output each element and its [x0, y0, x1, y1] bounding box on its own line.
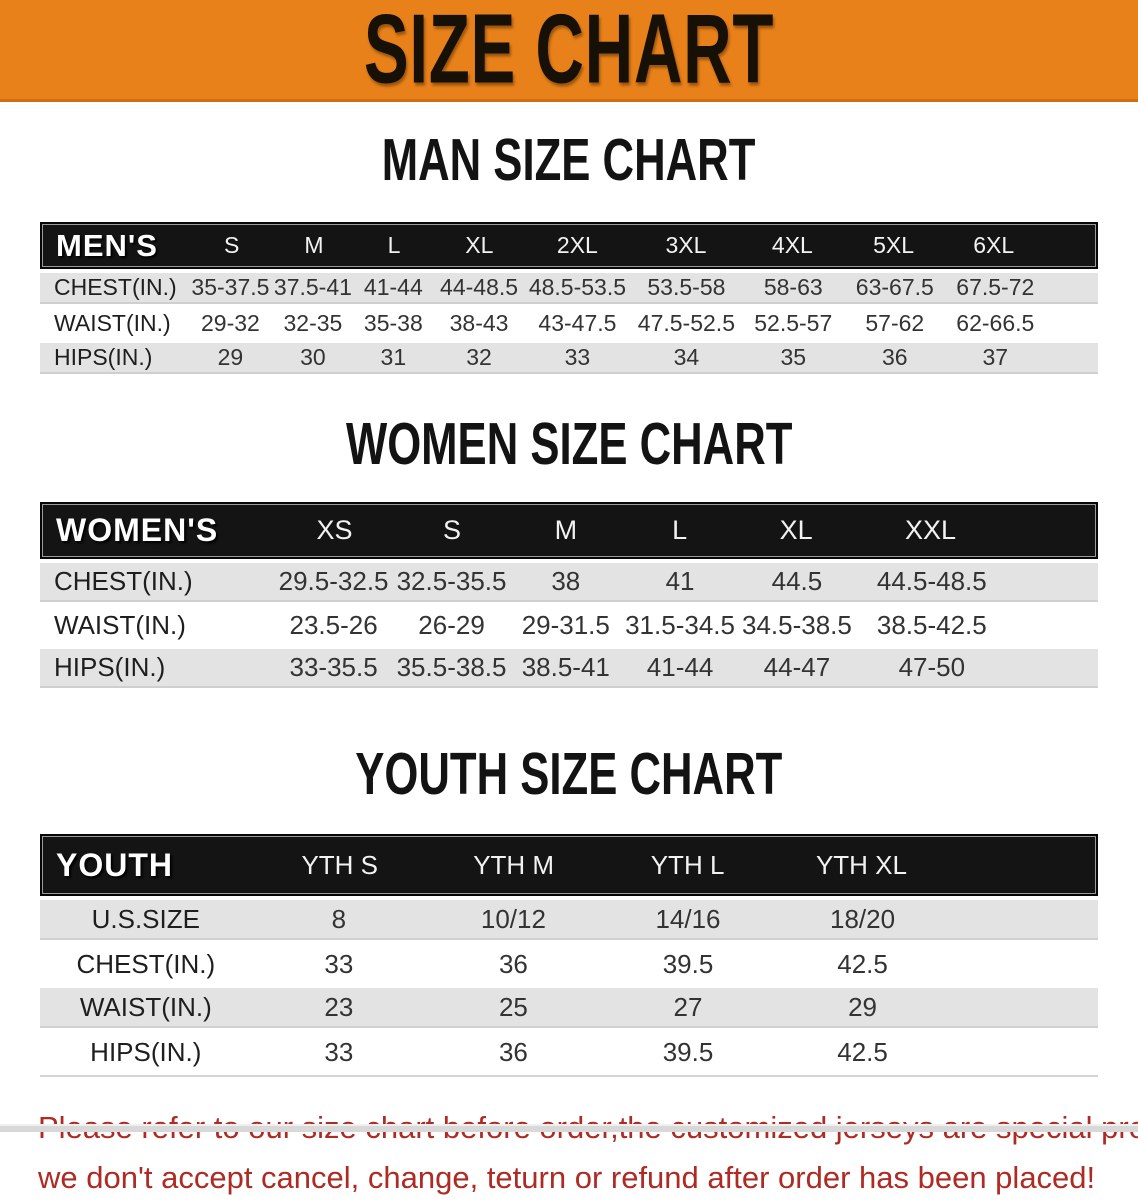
size-value: 33	[564, 344, 591, 370]
size-value: 14/16	[655, 903, 721, 934]
size-value: 41	[665, 566, 695, 596]
size-value: 41-44	[363, 274, 423, 300]
men-col-header-2xl: 2XL	[556, 232, 598, 258]
youth-corner-label: YOUTH	[56, 846, 173, 883]
men-corner-label: MEN'S	[56, 227, 158, 263]
women-waist-row	[40, 606, 1098, 645]
size-value: 26-29	[418, 610, 485, 640]
size-value: 35	[780, 344, 807, 370]
size-value: 38	[551, 566, 581, 596]
women-col-header-m: M	[554, 515, 578, 545]
youth-table-header-row	[40, 834, 1098, 896]
size-value: 52.5-57	[754, 310, 833, 336]
women-hips-row	[40, 649, 1098, 688]
size-value: 29-31.5	[521, 610, 610, 640]
size-value: 62-66.5	[956, 310, 1035, 336]
men-col-header-3xl: 3XL	[665, 232, 707, 258]
size-value: 35-37.5	[191, 274, 270, 300]
row-label: U.S.SIZE	[91, 903, 200, 934]
men-col-header-5xl: 5XL	[873, 232, 915, 258]
size-value: 29-32	[201, 310, 260, 336]
size-value: 44.5-48.5	[876, 566, 987, 596]
size-value: 35-38	[363, 310, 423, 336]
size-value: 31	[380, 344, 407, 370]
size-value: 29.5-32.5	[278, 566, 389, 596]
women-col-header-xs: XS	[316, 515, 353, 545]
row-label: WAIST(IN.)	[79, 991, 212, 1022]
youth-section-heading-text: YOUTH SIZE CHART	[355, 740, 783, 807]
man-section-heading-text: MAN SIZE CHART	[382, 126, 756, 193]
men-col-header-4xl: 4XL	[771, 232, 813, 258]
size-value: 38.5-41	[521, 652, 610, 682]
men-col-header-s: S	[224, 232, 240, 258]
size-value: 37.5-41	[273, 274, 352, 300]
youth-table-bottom-rule	[40, 1075, 1098, 1077]
size-value: 32.5-35.5	[396, 566, 507, 596]
size-value: 23.5-26	[289, 610, 378, 640]
size-value: 58-63	[763, 274, 823, 300]
row-label: CHEST(IN.)	[54, 274, 177, 300]
size-value: 47-50	[898, 652, 966, 682]
size-value: 38.5-42.5	[876, 610, 987, 640]
youth-waist-row	[40, 988, 1098, 1028]
size-value: 42.5	[837, 948, 888, 979]
bottom-edge-strip	[0, 1124, 1138, 1132]
men-col-header-xl: XL	[465, 232, 494, 258]
men-col-header-m: M	[304, 232, 324, 258]
size-value: 39.5	[662, 948, 714, 979]
size-value: 36	[498, 1036, 528, 1067]
women-col-header-s: S	[442, 515, 461, 545]
youth-col-header-s: YTH S	[301, 849, 379, 880]
women-table-header-row	[40, 502, 1098, 559]
size-value: 67.5-72	[956, 274, 1035, 300]
size-value: 25	[498, 991, 528, 1022]
size-value: 30	[300, 344, 326, 370]
men-col-header-l: L	[387, 232, 401, 258]
row-label: WAIST(IN.)	[54, 610, 186, 640]
women-col-header-l: L	[672, 515, 688, 545]
size-value: 35.5-38.5	[396, 652, 507, 682]
women-size-table	[40, 502, 1098, 688]
size-chart-banner	[0, 0, 1138, 102]
size-value: 31.5-34.5	[625, 610, 735, 640]
men-size-table	[40, 222, 1098, 374]
women-section-heading-text: WOMEN SIZE CHART	[345, 410, 793, 477]
size-value: 42.5	[837, 1036, 888, 1067]
size-value: 33-35.5	[289, 652, 378, 682]
size-value: 34.5-38.5	[741, 610, 852, 640]
size-value: 37	[982, 344, 1009, 370]
size-value: 18/20	[830, 903, 896, 934]
women-col-header-xxl: XXL	[904, 515, 956, 545]
size-value: 29	[848, 991, 878, 1022]
row-label: WAIST(IN.)	[54, 310, 171, 336]
size-value: 53.5-58	[647, 274, 726, 300]
row-label: CHEST(IN.)	[76, 948, 216, 979]
youth-ussize-row	[40, 900, 1098, 940]
banner-title: SIZE CHART	[363, 0, 775, 104]
size-value: 34	[673, 344, 700, 370]
youth-size-table	[40, 834, 1098, 1077]
size-value: 38-43	[449, 310, 509, 336]
size-value: 48.5-53.5	[528, 274, 627, 300]
size-value: 10/12	[480, 903, 546, 934]
size-value: 44-47	[763, 652, 831, 682]
size-value: 33	[324, 948, 354, 979]
size-value: 33	[324, 1036, 354, 1067]
women-corner-label: WOMEN'S	[56, 512, 219, 548]
youth-chest-row	[40, 944, 1098, 984]
youth-col-header-m: YTH M	[473, 849, 555, 880]
size-value: 39.5	[662, 1036, 714, 1067]
youth-section-heading	[0, 740, 1138, 807]
size-value: 8	[331, 903, 347, 934]
men-table-header-row	[40, 222, 1098, 269]
size-value: 44.5	[771, 566, 823, 596]
youth-col-header-l: YTH L	[650, 849, 725, 880]
size-value: 36	[882, 344, 908, 370]
women-chest-row	[40, 563, 1098, 602]
size-value: 43-47.5	[538, 310, 617, 336]
youth-hips-row	[40, 1032, 1098, 1072]
size-value: 29	[217, 344, 244, 370]
size-value: 27	[673, 991, 703, 1022]
row-label: CHEST(IN.)	[54, 566, 193, 596]
size-value: 41-44	[646, 652, 714, 682]
men-col-header-6xl: 6XL	[973, 232, 1015, 258]
size-value: 57-62	[865, 310, 925, 336]
size-value: 36	[498, 948, 528, 979]
disclaimer	[38, 1103, 1108, 1203]
men-waist-row	[40, 308, 1098, 339]
women-col-header-xl: XL	[779, 515, 813, 545]
women-section-heading	[0, 410, 1138, 477]
size-value: 32-35	[283, 310, 343, 336]
size-value: 32	[466, 344, 492, 370]
men-chest-row	[40, 273, 1098, 304]
row-label: HIPS(IN.)	[54, 344, 153, 370]
size-value: 44-48.5	[440, 274, 519, 300]
row-label: HIPS(IN.)	[54, 652, 166, 682]
size-value: 63-67.5	[855, 274, 934, 300]
disclaimer-line-2: we don't accept cancel, change, teturn or refund after order has been placed!	[38, 1160, 1096, 1196]
youth-col-header-xl: YTH XL	[815, 849, 907, 880]
row-label: HIPS(IN.)	[90, 1036, 202, 1067]
size-value: 23	[324, 991, 354, 1022]
men-hips-row	[40, 343, 1098, 374]
size-value: 47.5-52.5	[637, 310, 735, 336]
man-section-heading	[0, 126, 1138, 193]
